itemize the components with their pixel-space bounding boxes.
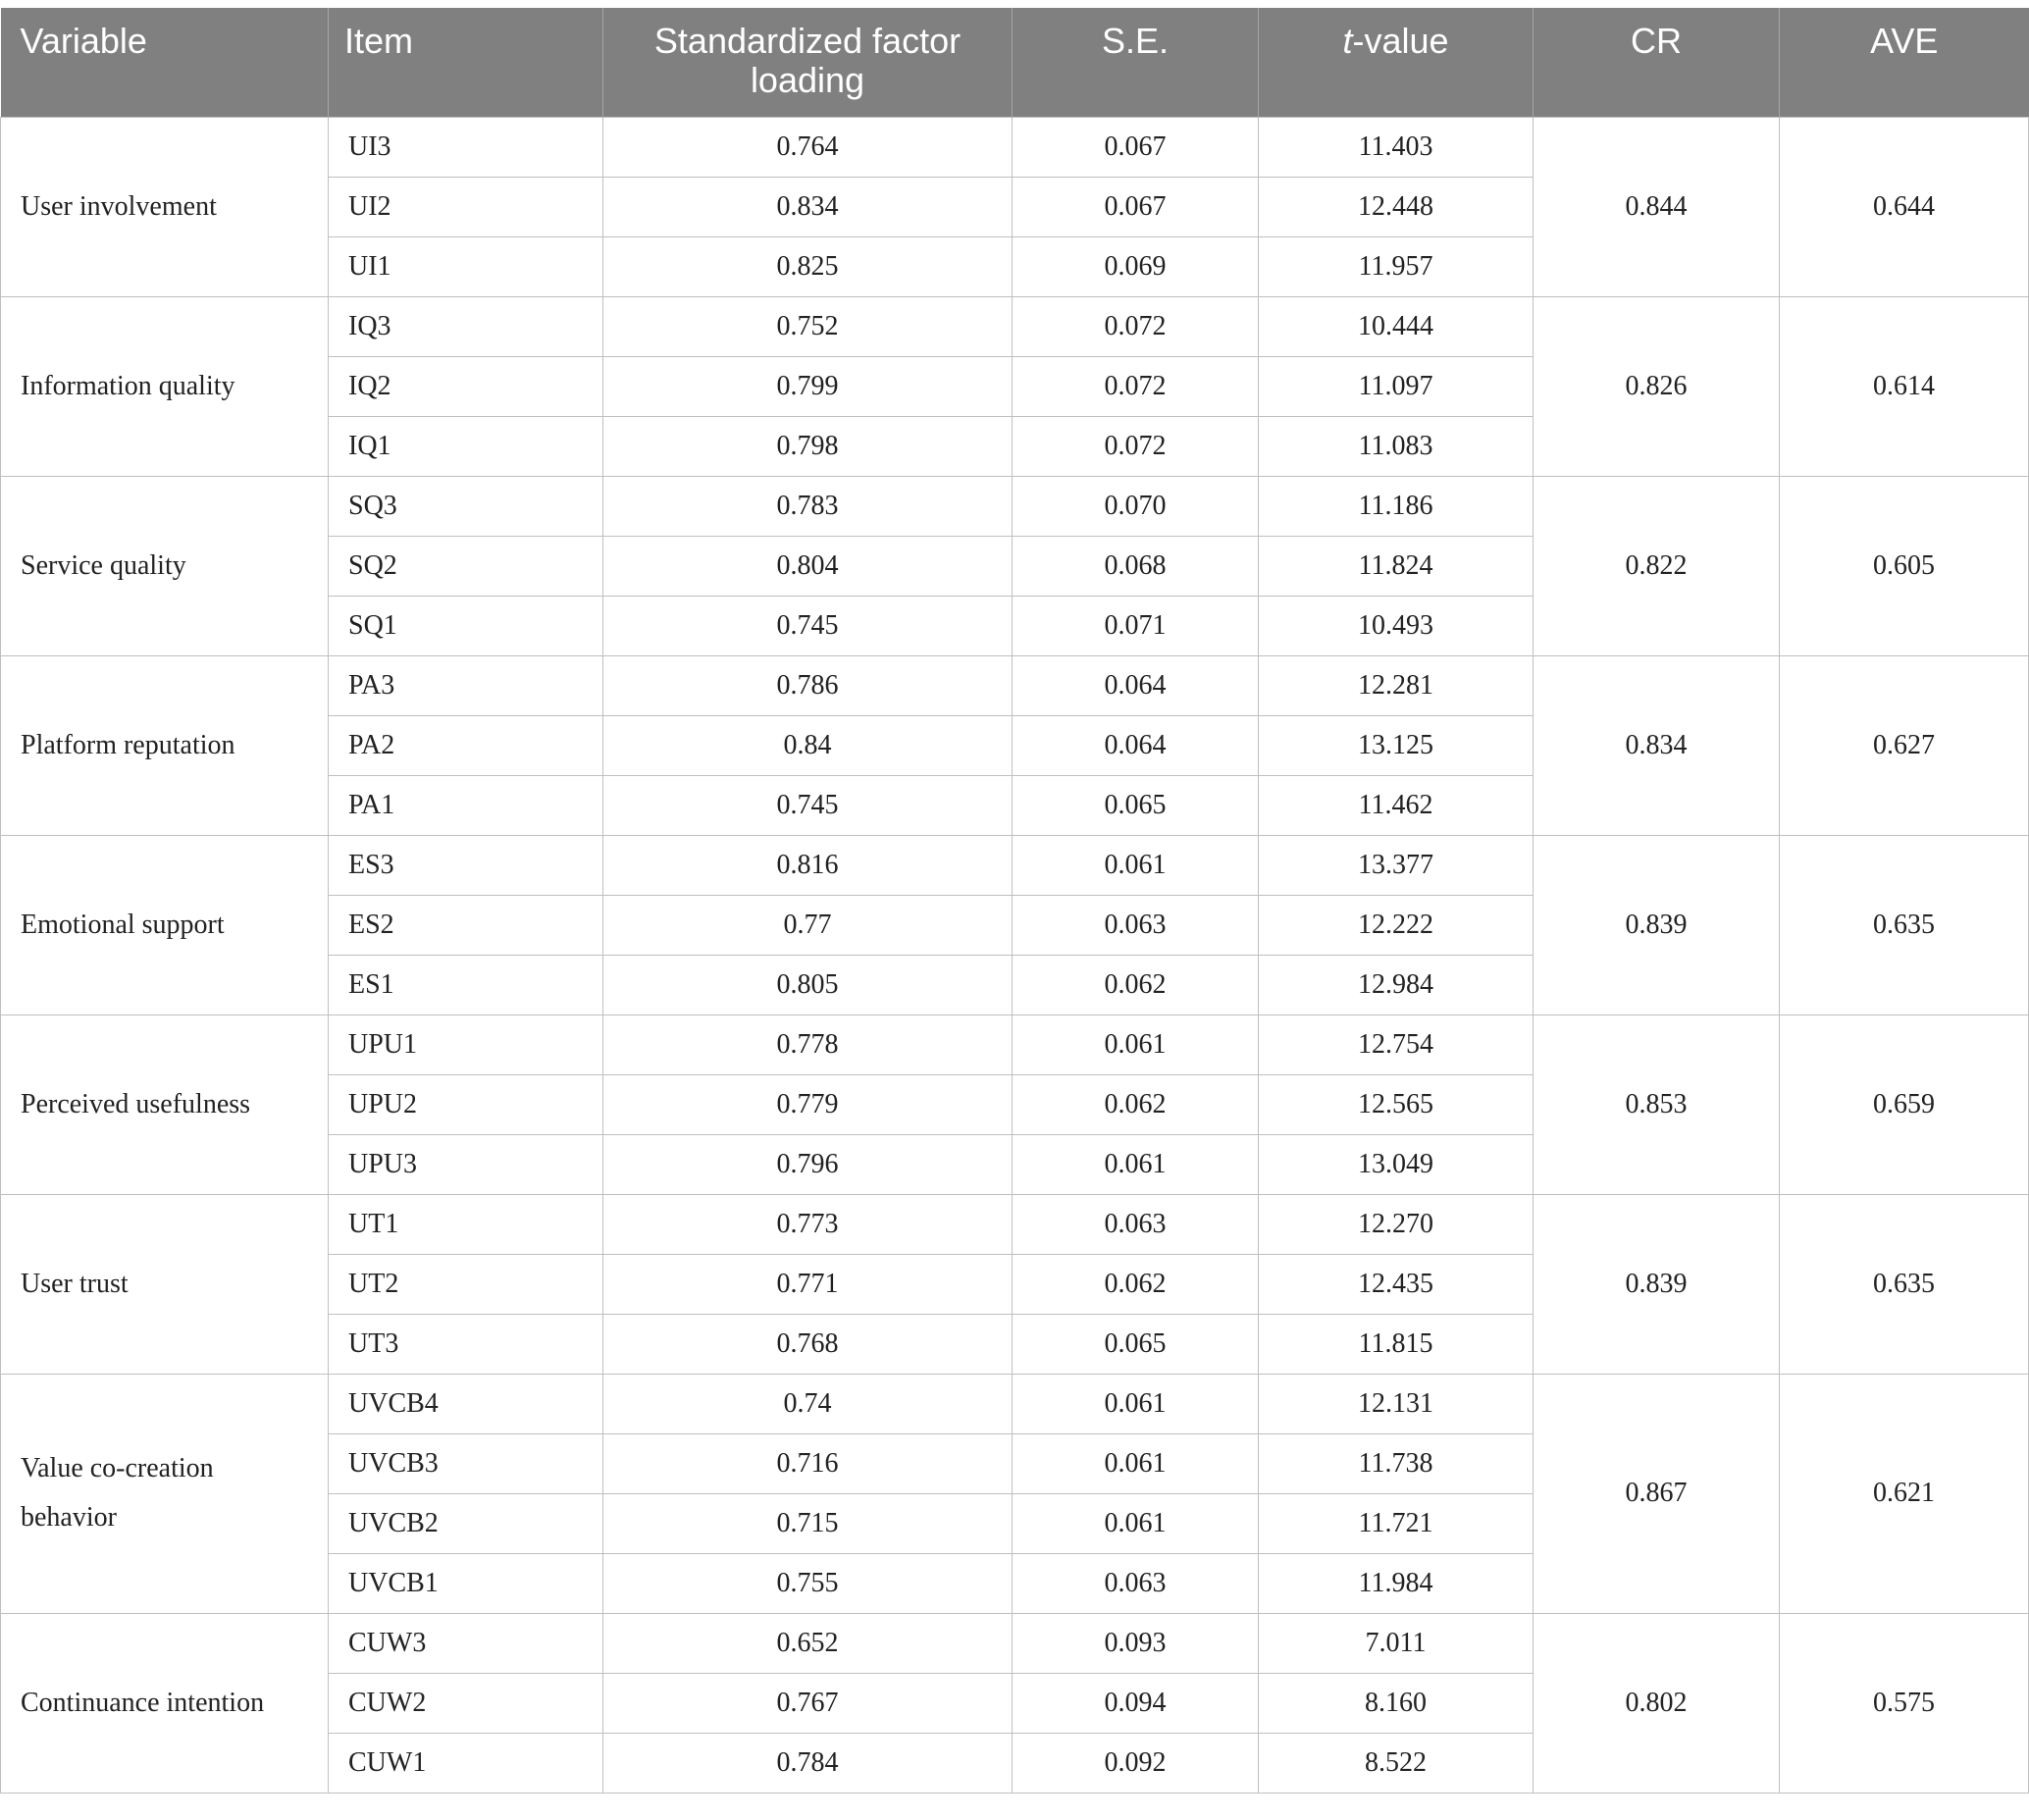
loading-cell: 0.773: [603, 1194, 1013, 1254]
item-cell: UI1: [329, 236, 603, 296]
factor-loading-table: [0, 8, 2029, 1794]
table-row: [1, 835, 2029, 895]
header-ave: AVE: [1780, 8, 2029, 117]
t-value-cell: 7.011: [1259, 1613, 1534, 1673]
item-cell: UT2: [329, 1254, 603, 1314]
loading-cell: 0.771: [603, 1254, 1013, 1314]
loading-cell: 0.715: [603, 1493, 1013, 1553]
item-cell: IQ3: [329, 296, 603, 356]
item-cell: UVCB3: [329, 1433, 603, 1493]
item-cell: UI2: [329, 177, 603, 236]
se-cell: 0.072: [1013, 296, 1259, 356]
item-cell: UPU3: [329, 1134, 603, 1194]
factor-loading-table-container: [0, 8, 2029, 1794]
variable-cell: Platform reputation: [1, 655, 329, 835]
item-cell: ES1: [329, 955, 603, 1014]
item-cell: SQ1: [329, 596, 603, 655]
item-cell: ES3: [329, 835, 603, 895]
se-cell: 0.094: [1013, 1673, 1259, 1733]
t-value-cell: 8.522: [1259, 1733, 1534, 1793]
loading-cell: 0.825: [603, 236, 1013, 296]
item-cell: CUW2: [329, 1673, 603, 1733]
t-value-cell: 8.160: [1259, 1673, 1534, 1733]
t-value-cell: 12.565: [1259, 1074, 1534, 1134]
table-row: [1, 1613, 2029, 1673]
se-cell: 0.061: [1013, 1493, 1259, 1553]
item-cell: PA2: [329, 715, 603, 775]
item-cell: PA1: [329, 775, 603, 835]
loading-cell: 0.716: [603, 1433, 1013, 1493]
se-cell: 0.068: [1013, 536, 1259, 596]
se-cell: 0.093: [1013, 1613, 1259, 1673]
se-cell: 0.061: [1013, 1433, 1259, 1493]
loading-cell: 0.752: [603, 296, 1013, 356]
t-value-cell: 12.281: [1259, 655, 1534, 715]
t-value-cell: 12.222: [1259, 895, 1534, 955]
loading-cell: 0.834: [603, 177, 1013, 236]
t-value-cell: 10.493: [1259, 596, 1534, 655]
header-loading: Standardized factor loading: [603, 8, 1013, 117]
t-value-cell: 12.435: [1259, 1254, 1534, 1314]
table-row: [1, 117, 2029, 177]
header-t-prefix: t: [1342, 21, 1353, 61]
loading-cell: 0.798: [603, 416, 1013, 476]
loading-cell: 0.745: [603, 596, 1013, 655]
header-cr: CR: [1534, 8, 1780, 117]
loading-cell: 0.77: [603, 895, 1013, 955]
item-cell: UI3: [329, 117, 603, 177]
header-row: [1, 8, 2029, 117]
se-cell: 0.062: [1013, 955, 1259, 1014]
item-cell: CUW3: [329, 1613, 603, 1673]
variable-cell: Information quality: [1, 296, 329, 476]
loading-cell: 0.779: [603, 1074, 1013, 1134]
loading-cell: 0.786: [603, 655, 1013, 715]
loading-cell: 0.74: [603, 1374, 1013, 1433]
se-cell: 0.067: [1013, 117, 1259, 177]
item-cell: UT1: [329, 1194, 603, 1254]
variable-cell: Emotional support: [1, 835, 329, 1014]
cr-cell: 0.826: [1534, 296, 1780, 476]
t-value-cell: 13.125: [1259, 715, 1534, 775]
t-value-cell: 11.186: [1259, 476, 1534, 536]
se-cell: 0.072: [1013, 356, 1259, 416]
variable-cell: Continuance intention: [1, 1613, 329, 1793]
se-cell: 0.064: [1013, 715, 1259, 775]
cr-cell: 0.834: [1534, 655, 1780, 835]
t-value-cell: 13.377: [1259, 835, 1534, 895]
t-value-cell: 11.083: [1259, 416, 1534, 476]
loading-cell: 0.799: [603, 356, 1013, 416]
se-cell: 0.062: [1013, 1074, 1259, 1134]
variable-cell: Perceived usefulness: [1, 1014, 329, 1194]
se-cell: 0.063: [1013, 1553, 1259, 1613]
header-variable: Variable: [1, 8, 329, 117]
variable-cell: User involvement: [1, 117, 329, 296]
cr-cell: 0.839: [1534, 1194, 1780, 1374]
item-cell: UT3: [329, 1314, 603, 1374]
t-value-cell: 12.270: [1259, 1194, 1534, 1254]
se-cell: 0.063: [1013, 1194, 1259, 1254]
item-cell: UPU2: [329, 1074, 603, 1134]
loading-cell: 0.804: [603, 536, 1013, 596]
loading-cell: 0.84: [603, 715, 1013, 775]
item-cell: IQ1: [329, 416, 603, 476]
item-cell: UVCB4: [329, 1374, 603, 1433]
header-se: S.E.: [1013, 8, 1259, 117]
item-cell: SQ3: [329, 476, 603, 536]
cr-cell: 0.853: [1534, 1014, 1780, 1194]
item-cell: CUW1: [329, 1733, 603, 1793]
item-cell: ES2: [329, 895, 603, 955]
ave-cell: 0.614: [1780, 296, 2029, 476]
se-cell: 0.065: [1013, 1314, 1259, 1374]
se-cell: 0.062: [1013, 1254, 1259, 1314]
loading-cell: 0.764: [603, 117, 1013, 177]
loading-cell: 0.783: [603, 476, 1013, 536]
variable-cell: Service quality: [1, 476, 329, 655]
se-cell: 0.069: [1013, 236, 1259, 296]
se-cell: 0.061: [1013, 1014, 1259, 1074]
cr-cell: 0.802: [1534, 1613, 1780, 1793]
loading-cell: 0.767: [603, 1673, 1013, 1733]
t-value-cell: 11.957: [1259, 236, 1534, 296]
variable-cell: User trust: [1, 1194, 329, 1374]
loading-cell: 0.784: [603, 1733, 1013, 1793]
t-value-cell: 11.738: [1259, 1433, 1534, 1493]
table-row: [1, 1014, 2029, 1074]
cr-cell: 0.839: [1534, 835, 1780, 1014]
loading-cell: 0.796: [603, 1134, 1013, 1194]
se-cell: 0.072: [1013, 416, 1259, 476]
header-t-suffix: -value: [1352, 21, 1449, 61]
ave-cell: 0.575: [1780, 1613, 2029, 1793]
variable-cell: Value co-creation behavior: [1, 1374, 329, 1613]
loading-cell: 0.778: [603, 1014, 1013, 1074]
item-cell: UVCB1: [329, 1553, 603, 1613]
t-value-cell: 12.754: [1259, 1014, 1534, 1074]
se-cell: 0.061: [1013, 1134, 1259, 1194]
t-value-cell: 11.097: [1259, 356, 1534, 416]
loading-cell: 0.816: [603, 835, 1013, 895]
header-item: Item: [329, 8, 603, 117]
table-row: [1, 655, 2029, 715]
ave-cell: 0.621: [1780, 1374, 2029, 1613]
t-value-cell: 11.403: [1259, 117, 1534, 177]
table-body: [1, 117, 2029, 1793]
item-cell: PA3: [329, 655, 603, 715]
loading-cell: 0.805: [603, 955, 1013, 1014]
t-value-cell: 12.448: [1259, 177, 1534, 236]
ave-cell: 0.659: [1780, 1014, 2029, 1194]
cr-cell: 0.844: [1534, 117, 1780, 296]
ave-cell: 0.644: [1780, 117, 2029, 296]
se-cell: 0.065: [1013, 775, 1259, 835]
cr-cell: 0.867: [1534, 1374, 1780, 1613]
item-cell: IQ2: [329, 356, 603, 416]
table-row: [1, 296, 2029, 356]
t-value-cell: 12.131: [1259, 1374, 1534, 1433]
se-cell: 0.070: [1013, 476, 1259, 536]
loading-cell: 0.755: [603, 1553, 1013, 1613]
table-row: [1, 1374, 2029, 1433]
table-row: [1, 476, 2029, 536]
se-cell: 0.092: [1013, 1733, 1259, 1793]
t-value-cell: 11.462: [1259, 775, 1534, 835]
se-cell: 0.063: [1013, 895, 1259, 955]
table-row: [1, 1194, 2029, 1254]
item-cell: UVCB2: [329, 1493, 603, 1553]
ave-cell: 0.635: [1780, 835, 2029, 1014]
header-t-value: [1259, 8, 1534, 117]
loading-cell: 0.768: [603, 1314, 1013, 1374]
item-cell: SQ2: [329, 536, 603, 596]
t-value-cell: 13.049: [1259, 1134, 1534, 1194]
t-value-cell: 12.984: [1259, 955, 1534, 1014]
item-cell: UPU1: [329, 1014, 603, 1074]
se-cell: 0.071: [1013, 596, 1259, 655]
se-cell: 0.064: [1013, 655, 1259, 715]
ave-cell: 0.605: [1780, 476, 2029, 655]
table-header: [1, 8, 2029, 117]
t-value-cell: 11.815: [1259, 1314, 1534, 1374]
t-value-cell: 11.721: [1259, 1493, 1534, 1553]
cr-cell: 0.822: [1534, 476, 1780, 655]
t-value-cell: 11.984: [1259, 1553, 1534, 1613]
se-cell: 0.061: [1013, 835, 1259, 895]
t-value-cell: 11.824: [1259, 536, 1534, 596]
t-value-cell: 10.444: [1259, 296, 1534, 356]
se-cell: 0.067: [1013, 177, 1259, 236]
se-cell: 0.061: [1013, 1374, 1259, 1433]
loading-cell: 0.652: [603, 1613, 1013, 1673]
ave-cell: 0.627: [1780, 655, 2029, 835]
ave-cell: 0.635: [1780, 1194, 2029, 1374]
loading-cell: 0.745: [603, 775, 1013, 835]
